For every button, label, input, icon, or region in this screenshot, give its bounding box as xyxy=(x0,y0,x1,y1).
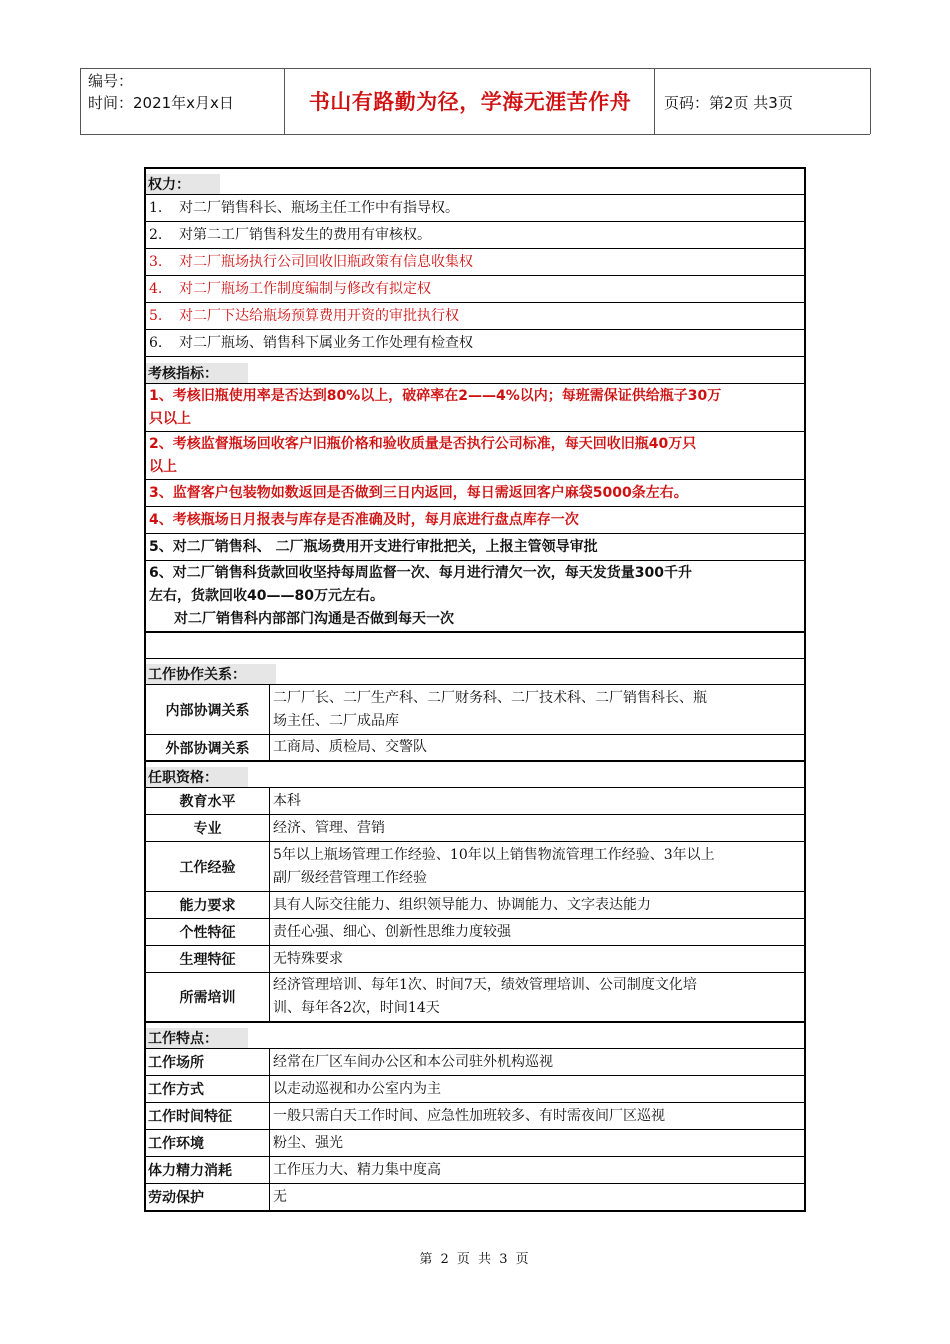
section-heading-features xyxy=(146,1023,804,1049)
qualification-value: 经济、管理、营销 xyxy=(273,819,385,836)
kpi-item: 6、对二厂销售科货款回收坚持每周监督一次、每月进行清欠一次，每天发货量300千升 左右，货款回收40——80万元左右。 对二厂销售科内部部门沟通是否做到每天一次 xyxy=(146,561,804,633)
section-heading-power xyxy=(146,169,804,195)
qualification-label: 所需培训 xyxy=(146,973,270,1021)
header-motto: 书山有路勤为径，学海无涯苦作舟 xyxy=(308,90,632,114)
feature-row xyxy=(146,1184,804,1210)
section-title: 考核指标： xyxy=(146,363,248,383)
feature-label: 工作环境 xyxy=(146,1130,270,1156)
header-meta xyxy=(88,70,234,114)
feature-value: 经常在厂区车间办公区和本公司驻外机构巡视 xyxy=(273,1053,553,1070)
qualification-label: 能力要求 xyxy=(146,892,270,918)
kpi-item: 4、考核瓶场日月报表与库存是否准确及时，每月底进行盘点库存一次 xyxy=(146,507,804,534)
qualification-value: 责任心强、细心、创新性思维力度较强 xyxy=(273,923,511,940)
power-item: 3. 对二厂瓶场执行公司回收旧瓶政策有信息收集权 xyxy=(146,249,804,276)
qualification-row xyxy=(146,919,804,946)
external-coordination-row xyxy=(146,735,804,762)
feature-row xyxy=(146,1076,804,1103)
feature-label: 工作时间特征 xyxy=(146,1103,270,1129)
page-footer: 第 2 页 共 3 页 xyxy=(419,1252,531,1267)
qualification-label: 专业 xyxy=(146,815,270,841)
document-time: 时间：2021年x月x日 xyxy=(88,94,234,112)
feature-label: 劳动保护 xyxy=(146,1184,270,1210)
qualification-label: 工作经验 xyxy=(146,842,270,891)
external-coordination-value: 工商局、质检局、交警队 xyxy=(273,739,427,755)
section-title: 工作协作关系： xyxy=(146,664,276,684)
feature-row xyxy=(146,1157,804,1184)
blank-row xyxy=(146,633,804,659)
qualification-row xyxy=(146,815,804,842)
header-bottom-rule xyxy=(80,134,870,135)
power-item: 4. 对二厂瓶场工作制度编制与修改有拟定权 xyxy=(146,276,804,303)
feature-label: 体力精力消耗 xyxy=(146,1157,270,1183)
qualification-value: 无特殊要求 xyxy=(273,950,343,967)
feature-value: 以走动巡视和办公室内为主 xyxy=(273,1080,441,1097)
header-divider xyxy=(80,68,81,134)
qualification-label: 教育水平 xyxy=(146,788,270,814)
document-number-label: 编号： xyxy=(88,72,134,90)
power-item: 2. 对第二工厂销售科发生的费用有审核权。 xyxy=(146,222,804,249)
job-description-table xyxy=(144,167,806,1212)
section-title: 任职资格： xyxy=(146,767,248,787)
header-divider xyxy=(654,68,655,134)
section-heading-cooperation xyxy=(146,659,804,685)
external-coordination-label: 外部协调关系 xyxy=(146,735,270,760)
qualification-row xyxy=(146,892,804,919)
feature-value: 粉尘、强光 xyxy=(273,1134,343,1151)
qualification-value: 本科 xyxy=(273,792,301,809)
header-divider xyxy=(870,68,871,134)
section-title: 工作特点： xyxy=(146,1028,248,1048)
qualification-row xyxy=(146,788,804,815)
qualification-label: 生理特征 xyxy=(146,946,270,972)
kpi-item: 1、考核旧瓶使用率是否达到80%以上，破碎率在2——4%以内；每班需保证供给瓶子30万 只以上 xyxy=(146,384,804,432)
qualification-label: 个性特征 xyxy=(146,919,270,945)
kpi-item: 2、考核监督瓶场回收客户旧瓶价格和验收质量是否执行公司标准，每天回收旧瓶40万只 以上 xyxy=(146,432,804,480)
qualification-value: 经济管理培训、每年1次、时间7天，绩效管理培训、公司制度文化培 训、每年各2次，时间14天 xyxy=(273,977,697,1016)
qualification-row xyxy=(146,946,804,973)
qualification-value: 具有人际交往能力、组织领导能力、协调能力、文字表达能力 xyxy=(273,896,651,913)
power-item: 6. 对二厂瓶场、销售科下属业务工作处理有检查权 xyxy=(146,330,804,357)
feature-value: 工作压力大、精力集中度高 xyxy=(273,1161,441,1178)
power-item: 1. 对二厂销售科长、瓶场主任工作中有指导权。 xyxy=(146,195,804,222)
qualification-row xyxy=(146,842,804,892)
feature-row xyxy=(146,1103,804,1130)
feature-label: 工作方式 xyxy=(146,1076,270,1102)
qualification-row xyxy=(146,973,804,1023)
section-title: 权力： xyxy=(146,174,220,194)
internal-coordination-value: 二厂厂长、二厂生产科、二厂财务科、二厂技术科、二厂销售科长、瓶 场主任、二厂成品库 xyxy=(273,689,707,729)
feature-value: 无 xyxy=(273,1188,287,1205)
internal-coordination-label: 内部协调关系 xyxy=(146,685,270,734)
kpi-item: 5、对二厂销售科、 二厂瓶场费用开支进行审批把关，上报主管领导审批 xyxy=(146,534,804,561)
feature-row xyxy=(146,1049,804,1076)
feature-row xyxy=(146,1130,804,1157)
section-heading-kpi xyxy=(146,357,804,384)
feature-label: 工作场所 xyxy=(146,1049,270,1075)
header-divider xyxy=(284,68,285,134)
kpi-item: 3、监督客户包装物如数返回是否做到三日内返回，每日需返回客户麻袋5000条左右。 xyxy=(146,480,804,507)
qualification-value: 5年以上瓶场管理工作经验、10年以上销售物流管理工作经验、3年以上 副厂级经营管理工作经验 xyxy=(273,846,715,886)
header-page-info: 页码：第2页 共3页 xyxy=(664,94,793,112)
feature-value: 一般只需白天工作时间、应急性加班较多、有时需夜间厂区巡视 xyxy=(273,1107,665,1124)
section-heading-qualification xyxy=(146,762,804,788)
internal-coordination-row xyxy=(146,685,804,735)
power-item: 5. 对二厂下达给瓶场预算费用开资的审批执行权 xyxy=(146,303,804,330)
